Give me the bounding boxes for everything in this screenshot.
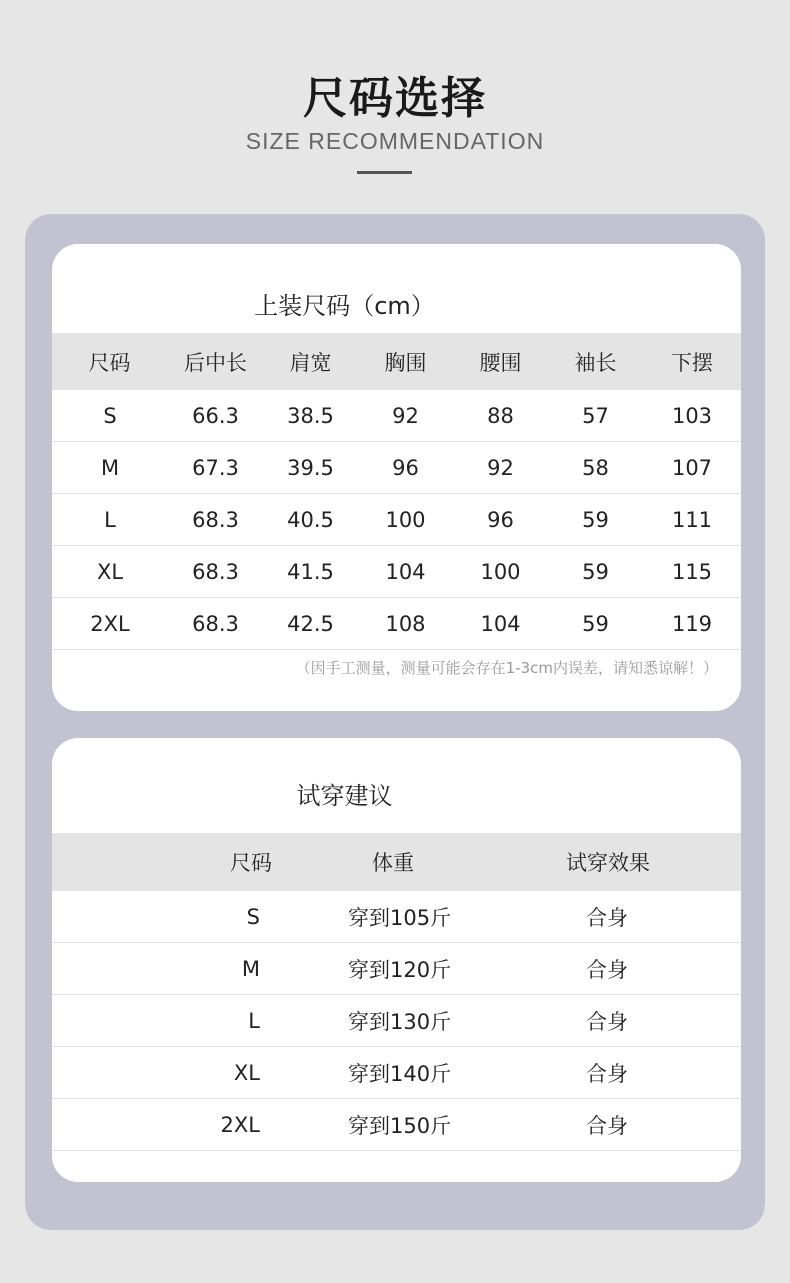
- shoulder-cell: 40.5: [263, 494, 358, 546]
- column-header-waist: 腰围: [453, 333, 548, 390]
- column-header-size: 尺码: [52, 833, 348, 891]
- sleeve-cell: 59: [548, 546, 643, 598]
- column-header-chest: 胸围: [358, 333, 453, 390]
- table-row: [52, 546, 741, 598]
- hem-cell: 111: [643, 494, 741, 546]
- weight-cell: 穿到140斤: [348, 1047, 538, 1099]
- column-header-size: 尺码: [52, 333, 168, 390]
- sleeve-cell: 59: [548, 494, 643, 546]
- chest-cell: 92: [358, 390, 453, 442]
- chest-cell: 104: [358, 546, 453, 598]
- size-cell: XL: [52, 1047, 348, 1099]
- weight-cell: 穿到150斤: [348, 1099, 538, 1151]
- size-cell: S: [52, 390, 168, 442]
- waist-cell: 100: [453, 546, 548, 598]
- column-header-fit-effect: 试穿效果: [538, 833, 741, 891]
- table-row: [52, 995, 741, 1047]
- waist-cell: 96: [453, 494, 548, 546]
- size-cell: L: [52, 995, 348, 1047]
- chest-cell: 108: [358, 598, 453, 650]
- shoulder-cell: 39.5: [263, 442, 358, 494]
- sleeve-cell: 57: [548, 390, 643, 442]
- measurement-note: （因手工测量，测量可能会存在1-3cm内误差，请知悉谅解！）: [295, 659, 718, 677]
- size-cell: L: [52, 494, 168, 546]
- hem-cell: 119: [643, 598, 741, 650]
- table-row: [52, 442, 741, 494]
- size-chart-table: [52, 333, 741, 650]
- fit-advice-table: [52, 833, 741, 1151]
- page-subtitle: SIZE RECOMMENDATION: [245, 128, 545, 154]
- back-length-cell: 68.3: [168, 494, 263, 546]
- fit-advice-title: 试穿建议: [296, 782, 393, 810]
- back-length-cell: 67.3: [168, 442, 263, 494]
- size-chart-header-row: [52, 333, 741, 390]
- table-row: [52, 390, 741, 442]
- waist-cell: 92: [453, 442, 548, 494]
- hem-cell: 115: [643, 546, 741, 598]
- weight-cell: 穿到130斤: [348, 995, 538, 1047]
- table-row: [52, 494, 741, 546]
- hem-cell: 107: [643, 442, 741, 494]
- size-cell: XL: [52, 546, 168, 598]
- sleeve-cell: 59: [548, 598, 643, 650]
- page-title: 尺码选择: [303, 73, 487, 124]
- waist-cell: 104: [453, 598, 548, 650]
- waist-cell: 88: [453, 390, 548, 442]
- title-divider: [357, 171, 412, 174]
- table-row: [52, 891, 741, 943]
- hem-cell: 103: [643, 390, 741, 442]
- back-length-cell: 66.3: [168, 390, 263, 442]
- size-cell: M: [52, 943, 348, 995]
- column-header-weight: 体重: [348, 833, 538, 891]
- column-header-sleeve: 袖长: [548, 333, 643, 390]
- weight-cell: 穿到105斤: [348, 891, 538, 943]
- table-row: [52, 1099, 741, 1151]
- sleeve-cell: 58: [548, 442, 643, 494]
- column-header-shoulder: 肩宽: [263, 333, 358, 390]
- shoulder-cell: 38.5: [263, 390, 358, 442]
- table-row: [52, 598, 741, 650]
- fit-effect-cell: 合身: [538, 1099, 741, 1151]
- fit-effect-cell: 合身: [538, 943, 741, 995]
- fit-effect-cell: 合身: [538, 891, 741, 943]
- shoulder-cell: 42.5: [263, 598, 358, 650]
- size-cell: M: [52, 442, 168, 494]
- size-cell: 2XL: [52, 1099, 348, 1151]
- shoulder-cell: 41.5: [263, 546, 358, 598]
- fit-effect-cell: 合身: [538, 995, 741, 1047]
- chest-cell: 96: [358, 442, 453, 494]
- column-header-hem: 下摆: [643, 333, 741, 390]
- back-length-cell: 68.3: [168, 598, 263, 650]
- weight-cell: 穿到120斤: [348, 943, 538, 995]
- table-row: [52, 1047, 741, 1099]
- column-header-back-length: 后中长: [168, 333, 263, 390]
- size-cell: S: [52, 891, 348, 943]
- chest-cell: 100: [358, 494, 453, 546]
- size-chart-title: 上装尺码（cm）: [254, 292, 435, 320]
- size-cell: 2XL: [52, 598, 168, 650]
- fit-advice-header-row: [52, 833, 741, 891]
- back-length-cell: 68.3: [168, 546, 263, 598]
- fit-effect-cell: 合身: [538, 1047, 741, 1099]
- table-row: [52, 943, 741, 995]
